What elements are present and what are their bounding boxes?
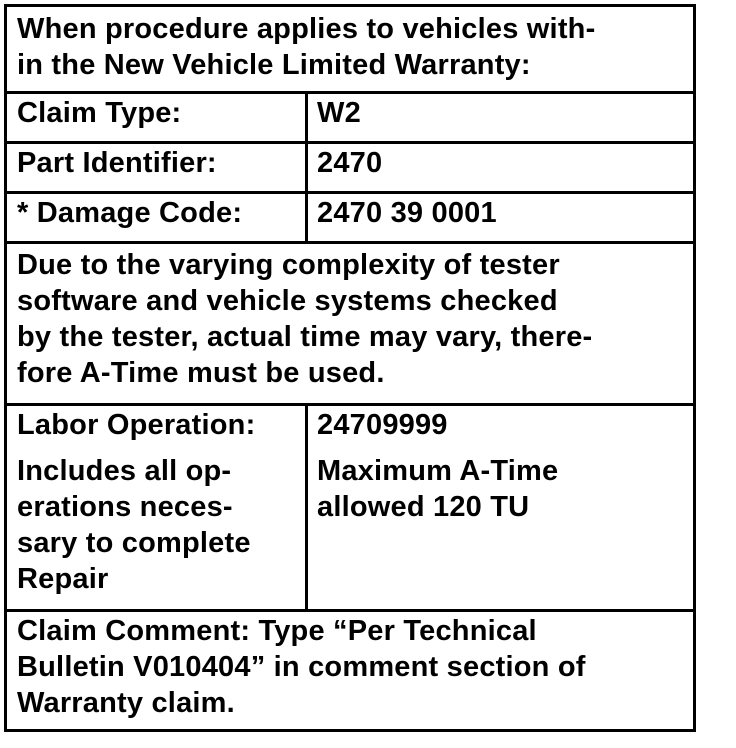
claim-type-value: W2 bbox=[317, 97, 361, 129]
damage-code-label: * Damage Code: bbox=[17, 197, 243, 229]
column-divider bbox=[305, 91, 308, 241]
part-identifier-label-cell bbox=[17, 145, 307, 181]
divider bbox=[7, 191, 693, 194]
header-text: When procedure applies to vehicles with- in the New Vehicle Limited Warranty: bbox=[17, 13, 596, 81]
labor-operation-value: 24709999 bbox=[317, 409, 448, 441]
claim-type-label-cell bbox=[17, 95, 307, 131]
warranty-applies-header bbox=[17, 11, 687, 83]
damage-code-value: 2470 39 0001 bbox=[317, 197, 497, 229]
divider bbox=[7, 241, 693, 244]
damage-code-value-cell bbox=[317, 195, 687, 231]
a-time-note bbox=[17, 247, 693, 391]
damage-code-label-cell bbox=[17, 195, 307, 231]
divider bbox=[7, 91, 693, 94]
part-identifier-label: Part Identifier: bbox=[17, 147, 217, 179]
part-identifier-value-cell bbox=[317, 145, 687, 181]
divider bbox=[7, 403, 693, 406]
claim-comment-text: Claim Comment: Type “Per Technical Bulletin V010404” in comment section of Warranty claim. bbox=[17, 615, 586, 719]
labor-operation-label: Labor Operation: bbox=[17, 409, 256, 441]
warranty-table bbox=[4, 4, 696, 732]
labor-includes-cell bbox=[17, 453, 307, 597]
claim-type-value-cell bbox=[317, 95, 687, 131]
part-identifier-value: 2470 bbox=[317, 147, 383, 179]
divider bbox=[7, 141, 693, 144]
labor-operation-label-cell bbox=[17, 407, 307, 443]
column-divider bbox=[305, 403, 308, 609]
note-text: Due to the varying complexity of tester software and vehicle systems checked by the tester, actual time may vary, there- fore A-Time must be used. bbox=[17, 249, 593, 389]
max-a-time-cell bbox=[317, 453, 687, 525]
max-a-time-text: Maximum A-Time allowed 120 TU bbox=[317, 455, 559, 523]
divider bbox=[7, 609, 693, 612]
labor-includes-text: Includes all op- erations neces- sary to complete Repair bbox=[17, 455, 251, 595]
claim-comment bbox=[17, 613, 693, 721]
claim-type-label: Claim Type: bbox=[17, 97, 182, 129]
labor-operation-value-cell bbox=[317, 407, 687, 443]
